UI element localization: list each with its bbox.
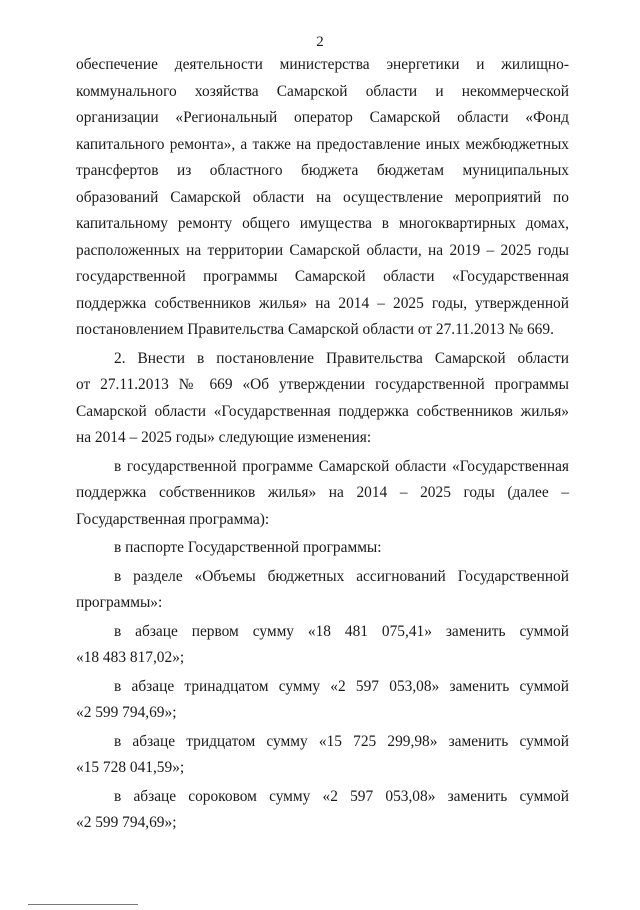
paragraph-amendment-fortieth: [76, 784, 569, 837]
text-line: организации «Региональный оператор Самарской области «Фонд: [76, 109, 569, 126]
text-line: поддержка собственников жилья» на 2014 – 2025 годы, утвержденной: [76, 294, 569, 312]
paragraph-program-definition: [76, 454, 569, 534]
text-line: обеспечение деятельности министерства энергетики и жилищно-: [76, 56, 569, 73]
paragraph-passport: [76, 535, 569, 562]
paragraph-amendment-first: [76, 619, 569, 672]
text-line: в государственной программе Самарской области «Государственная: [114, 457, 569, 475]
text-line: коммунального хозяйства Самарской области и некоммерческой: [76, 82, 569, 100]
text-line: 2. Внести в постановление Правительства Самарской области: [114, 349, 569, 367]
paragraph-section-budget: [76, 564, 569, 617]
text-line: в абзаце тринадцатом сумму «2 597 053,08» заменить суммой: [114, 677, 569, 695]
text-line: образований Самарской области на осуществление мероприятий по: [76, 188, 569, 206]
text-line: капитальному ремонту общего имущества в многоквартирных домах,: [76, 215, 569, 232]
text-line: «2 599 794,69»;: [76, 814, 177, 831]
paragraph-amendment-thirtieth: [76, 729, 569, 782]
text-line: от 27.11.2013 № 669 «Об утверждении государственной программы: [76, 376, 569, 393]
paragraph-amendment-thirteenth: [76, 674, 569, 727]
text-line: расположенных на территории Самарской области, на 2019 – 2025 годы: [76, 241, 569, 259]
text-line: Государственная программа):: [76, 510, 270, 528]
text-line: капитального ремонта», а также на предоставление иных межбюджетных: [76, 135, 569, 153]
text-line: трансфертов из областного бюджета бюджетам муниципальных: [76, 162, 569, 179]
page-number: 2: [316, 34, 324, 50]
paragraph-funding-purpose: [76, 52, 569, 344]
text-line: на 2014 – 2025 годы» следующие изменения:: [76, 429, 372, 446]
text-line: в разделе «Объемы бюджетных ассигнований Государственной: [114, 567, 569, 585]
text-line: поддержка собственников жилья» на 2014 – 2025 годы (далее –: [76, 484, 569, 501]
text-line: государственной программы Самарской области «Государственная: [76, 268, 569, 285]
text-line: в паспорте Государственной программы:: [114, 539, 382, 556]
text-line: «15 728 041,59»;: [76, 759, 185, 776]
text-line: «2 599 794,69»;: [76, 704, 177, 721]
text-line: в абзаце сороковом сумму «2 597 053,08» заменить суммой: [114, 787, 569, 805]
text-line: в абзаце тридцатом сумму «15 725 299,98» заменить суммой: [114, 732, 569, 750]
paragraph-item-2: [76, 346, 569, 452]
text-line: «18 483 817,02»;: [76, 649, 185, 666]
text-line: в абзаце первом сумму «18 481 075,41» заменить суммой: [114, 622, 569, 640]
footer-rule: [28, 904, 138, 906]
document-body: [76, 52, 569, 837]
text-line: Самарской области «Государственная поддержка собственников жилья»: [76, 402, 569, 420]
text-line: постановлением Правительства Самарской области от 27.11.2013 № 669.: [76, 321, 554, 338]
text-line: программы»:: [76, 594, 163, 611]
